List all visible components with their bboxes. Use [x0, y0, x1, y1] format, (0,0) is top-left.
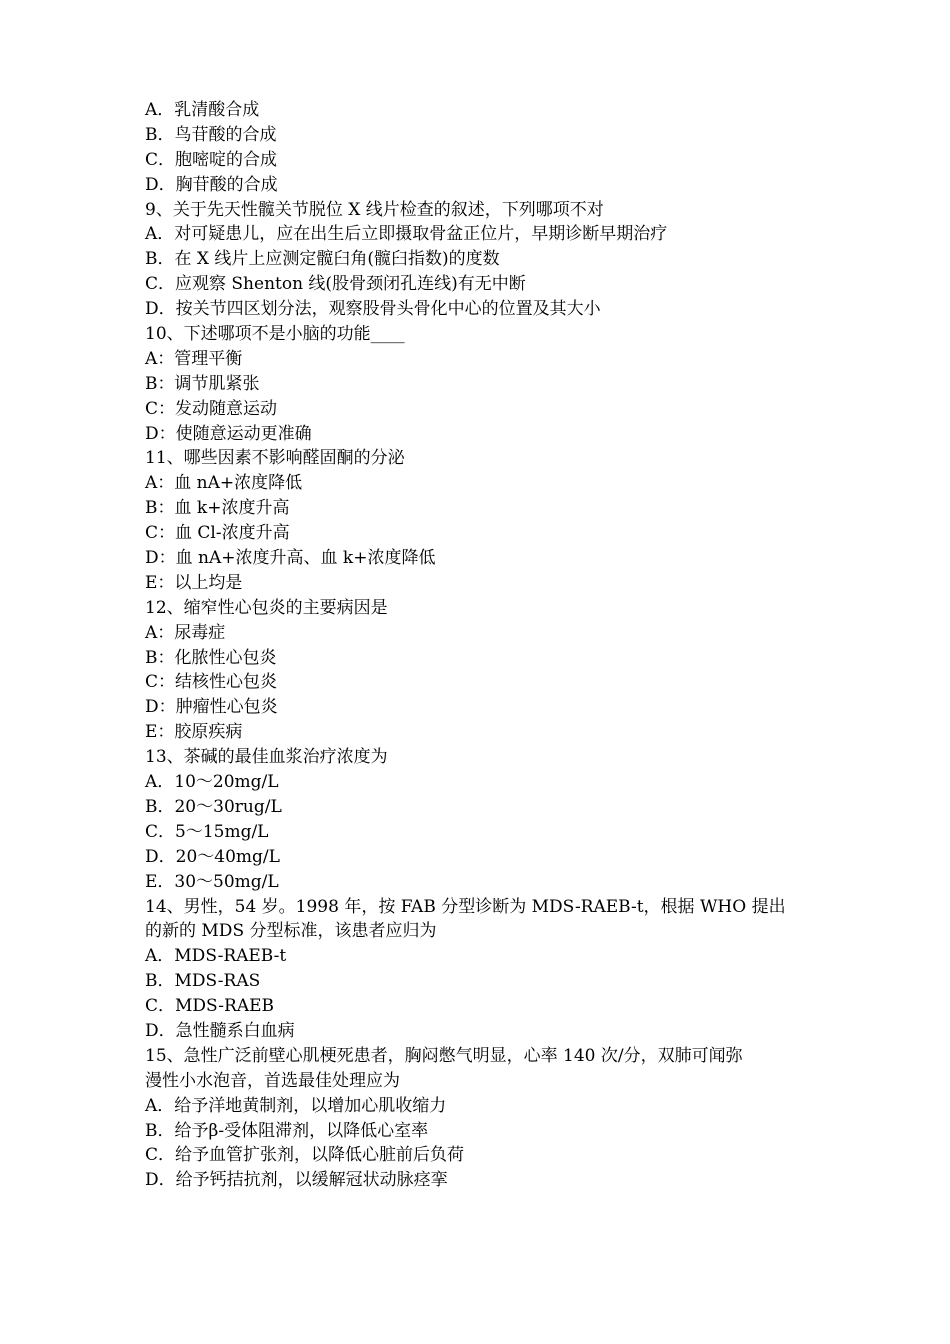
- question-line: 14、男性，54 岁。1998 年，按 FAB 分型诊断为 MDS-RAEB-t，根据 WHO 提出: [145, 896, 786, 917]
- question-line: 9、关于先天性髋关节脱位 X 线片检查的叙述，下列哪项不对: [145, 199, 604, 220]
- option-line: D：肿瘤性心包炎: [145, 697, 278, 718]
- option-line: A：尿毒症: [145, 622, 226, 643]
- option-line: A：管理平衡: [145, 348, 243, 369]
- option-line: B．MDS-RAS: [145, 971, 261, 992]
- question-line: 12、缩窄性心包炎的主要病因是: [145, 597, 388, 618]
- option-line: A．MDS-RAEB-t: [145, 946, 287, 967]
- option-line: C：结核性心包炎: [145, 672, 278, 693]
- option-line: D：血 nA+浓度升高、血 k+浓度降低: [145, 548, 436, 569]
- option-line: C．给予血管扩张剂，以降低心脏前后负荷: [145, 1145, 465, 1166]
- option-line: B．给予β-受体阻滞剂，以降低心室率: [145, 1120, 429, 1141]
- option-line: B：化脓性心包炎: [145, 647, 277, 668]
- question-line: 的新的 MDS 分型标准，该患者应归为: [145, 921, 437, 942]
- option-line: B．在 X 线片上应测定髋臼角(髋臼指数)的度数: [145, 249, 500, 270]
- option-line: D．按关节四区划分法，观察股骨头骨化中心的位置及其大小: [145, 299, 601, 320]
- option-line: C．胞嘧啶的合成: [145, 149, 278, 170]
- option-line: C：血 Cl-浓度升高: [145, 523, 290, 544]
- option-line: D．20～40mg/L: [145, 846, 280, 867]
- question-line: 11、哪些因素不影响醛固酮的分泌: [145, 448, 405, 469]
- option-line: D．胸苷酸的合成: [145, 174, 278, 195]
- option-line: E．30～50mg/L: [145, 871, 279, 892]
- question-line: 15、急性广泛前壁心肌梗死患者，胸闷憋气明显，心率 140 次/分，双肺可闻弥: [145, 1045, 743, 1066]
- option-line: B．鸟苷酸的合成: [145, 124, 277, 145]
- option-line: B：血 k+浓度升高: [145, 498, 290, 519]
- option-line: A．给予洋地黄制剂，以增加心肌收缩力: [145, 1095, 447, 1116]
- option-line: E：以上均是: [145, 572, 243, 593]
- option-line: E：胶原疾病: [145, 722, 243, 743]
- option-line: C．MDS-RAEB: [145, 996, 275, 1017]
- option-line: B．20～30rug/L: [145, 796, 282, 817]
- option-line: B：调节肌紧张: [145, 373, 260, 394]
- option-line: C．应观察 Shenton 线(股骨颈闭孔连线)有无中断: [145, 274, 526, 295]
- option-line: C．5～15mg/L: [145, 821, 269, 842]
- document-page: [145, 98, 810, 1193]
- question-line: 漫性小水泡音，首选最佳处理应为: [145, 1070, 400, 1091]
- option-line: D．急性髓系白血病: [145, 1020, 295, 1041]
- option-line: A．10～20mg/L: [145, 772, 279, 793]
- question-line: 13、茶碱的最佳血浆治疗浓度为: [145, 747, 388, 768]
- option-line: A．对可疑患儿，应在出生后立即摄取骨盆正位片，早期诊断早期治疗: [145, 224, 668, 245]
- option-line: D：使随意运动更准确: [145, 423, 312, 444]
- option-line: A．乳清酸合成: [145, 100, 260, 120]
- option-line: A：血 nA+浓度降低: [145, 473, 303, 494]
- question-line: 10、下述哪项不是小脑的功能____: [145, 324, 405, 345]
- option-line: D．给予钙拮抗剂，以缓解冠状动脉痉挛: [145, 1170, 448, 1191]
- option-line: C：发动随意运动: [145, 398, 278, 419]
